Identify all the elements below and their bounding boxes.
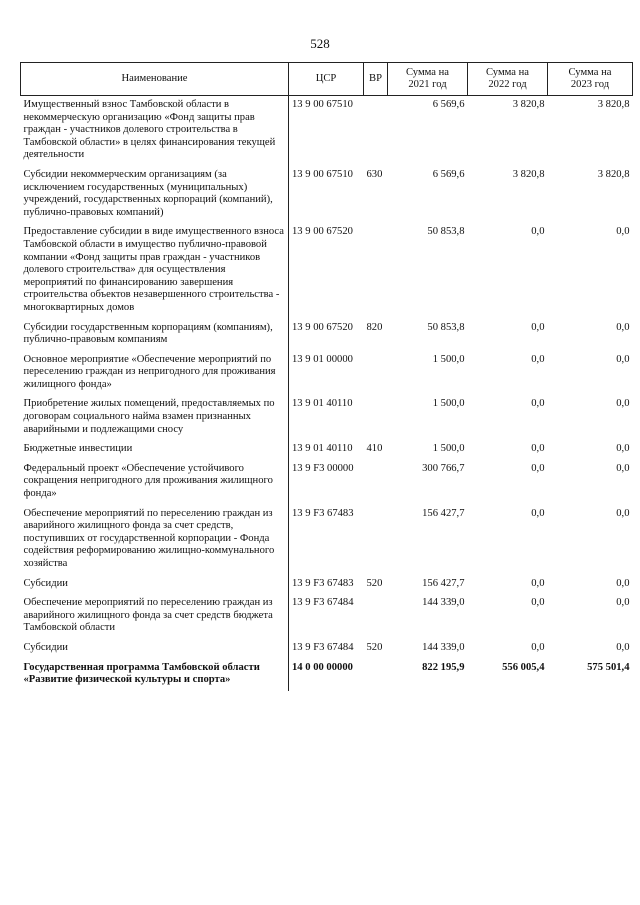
row-csr: 13 9 01 40110 — [292, 398, 353, 410]
row-name: Обеспечение мероприятий по переселению граждан из аварийного жилищного фонда за счет средств, поступивших от государственной корпорации - Фонда содействия реформированию жилищно-коммунального хозяйства — [21, 505, 289, 575]
row-csr: 13 9 F3 67484 — [292, 641, 354, 653]
row-sum-2022: 0,0 — [531, 462, 545, 474]
header-sum-2023-line2: 2023 год — [570, 79, 610, 90]
row-name: Имущественный взнос Тамбовской области в некоммерческую организацию «Фонд защиты прав граждан - участников долевого строительства в Тамбовской области» в целях финансирования текущей деятельности — [21, 96, 289, 166]
table-row — [21, 351, 633, 396]
row-sum-2021: 1 500,0 — [432, 353, 465, 365]
row-csr: 13 9 F3 67483 — [292, 507, 354, 519]
row-sum-2021: 1 500,0 — [432, 398, 465, 410]
header-sum-2023 — [548, 63, 633, 96]
table-row — [21, 505, 633, 575]
header-sum-2022-line2: 2022 год — [488, 79, 527, 90]
table-row-program — [21, 659, 633, 691]
row-sum-2021: 144 339,0 — [422, 597, 465, 609]
row-sum-2021: 822 195,9 — [422, 661, 465, 673]
table-row — [21, 96, 633, 166]
row-name: Приобретение жилых помещений, предоставляемых по договорам социального найма взамен признанных аварийными и подлежащими сносу — [21, 395, 289, 440]
row-csr: 13 9 F3 67483 — [292, 577, 354, 589]
row-sum-2022: 0,0 — [531, 398, 545, 410]
row-sum-2021: 156 427,7 — [422, 577, 465, 589]
row-vr — [364, 395, 388, 440]
table-row — [21, 594, 633, 639]
row-sum-2023: 0,0 — [616, 353, 630, 365]
row-name: Федеральный проект «Обеспечение устойчивого сокращения непригодного для проживания жилищного фонда» — [21, 460, 289, 505]
row-csr: 13 9 01 40110 — [292, 443, 353, 455]
row-sum-2023: 0,0 — [616, 597, 630, 609]
row-vr: 520 — [366, 641, 383, 653]
row-csr: 13 9 00 67520 — [292, 321, 353, 333]
header-sum-2021 — [388, 63, 468, 96]
row-name: Субсидии — [21, 575, 289, 595]
row-sum-2023: 0,0 — [616, 462, 630, 474]
page-number: 528 — [310, 36, 330, 51]
row-csr: 13 9 F3 67484 — [292, 597, 354, 609]
row-csr: 13 9 00 67510 — [292, 99, 353, 110]
row-sum-2022: 0,0 — [531, 321, 545, 333]
table-row — [21, 223, 633, 318]
row-csr: 13 9 00 67510 — [292, 168, 353, 180]
row-sum-2023: 0,0 — [616, 321, 630, 333]
row-vr — [364, 659, 388, 691]
row-sum-2021: 50 853,8 — [427, 321, 465, 333]
table-row — [21, 575, 633, 595]
row-sum-2023: 0,0 — [616, 577, 630, 589]
row-vr: 820 — [366, 321, 383, 333]
row-sum-2021: 6 569,6 — [432, 168, 465, 180]
row-sum-2023: 0,0 — [616, 507, 630, 519]
row-sum-2022: 556 005,4 — [502, 661, 545, 673]
row-sum-2022: 0,0 — [531, 353, 545, 365]
row-name: Основное мероприятие «Обеспечение мероприятий по переселению граждан из непригодного для проживания жилищного фонда» — [21, 351, 289, 396]
row-vr — [364, 351, 388, 396]
row-name: Обеспечение мероприятий по переселению граждан из аварийного жилищного фонда за счет средств бюджета Тамбовской области — [21, 594, 289, 639]
table-header-row — [21, 63, 633, 96]
row-sum-2023: 0,0 — [616, 398, 630, 410]
row-csr: 13 9 01 00000 — [292, 353, 353, 365]
row-sum-2022: 0,0 — [531, 443, 545, 455]
header-sum-2023-line1: Сумма на — [568, 67, 612, 78]
row-sum-2023: 0,0 — [616, 641, 630, 653]
row-name: Предоставление субсидии в виде имущественного взноса Тамбовской области в имущество публично-правовой компании «Фонд защиты прав граждан - участников долевого строительства» для осуществления мероприятий по финансированию завершения строительства объектов незавершенного строительства - многоквартирных домов — [21, 223, 289, 318]
table-row — [21, 395, 633, 440]
table-row — [21, 440, 633, 460]
table-row — [21, 460, 633, 505]
table-row — [21, 319, 633, 351]
row-sum-2021: 1 500,0 — [432, 443, 465, 455]
row-vr: 410 — [366, 443, 383, 455]
row-sum-2022: 0,0 — [531, 641, 545, 653]
row-csr: 13 9 00 67520 — [292, 226, 353, 238]
row-sum-2023: 3 820,8 — [597, 99, 630, 110]
header-sum-2022 — [468, 63, 548, 96]
row-name: Государственная программа Тамбовской области «Развитие физической культуры и спорта» — [21, 659, 289, 691]
row-vr — [364, 96, 388, 166]
header-sum-2022-line1: Сумма на — [485, 67, 530, 78]
row-sum-2022: 0,0 — [531, 577, 545, 589]
row-sum-2021: 300 766,7 — [422, 462, 465, 474]
row-sum-2023: 0,0 — [616, 226, 630, 238]
row-sum-2021: 156 427,7 — [422, 507, 465, 519]
row-vr: 630 — [366, 168, 383, 180]
row-sum-2022: 3 820,8 — [512, 168, 545, 180]
row-vr — [364, 460, 388, 505]
header-sum-2021-line1: Сумма на — [405, 67, 450, 78]
row-name: Бюджетные инвестиции — [21, 440, 289, 460]
row-vr — [364, 505, 388, 575]
row-sum-2022: 0,0 — [531, 597, 545, 609]
header-name: Наименование — [21, 63, 289, 96]
row-sum-2023: 575 501,4 — [587, 661, 630, 673]
row-sum-2021: 50 853,8 — [427, 226, 465, 238]
row-sum-2022: 3 820,8 — [512, 99, 545, 110]
row-name: Субсидии государственным корпорациям (компаниям), публично-правовым компаниям — [21, 319, 289, 351]
row-vr — [364, 594, 388, 639]
row-vr: 520 — [366, 577, 383, 589]
row-vr — [364, 223, 388, 318]
row-sum-2022: 0,0 — [531, 226, 545, 238]
budget-table — [20, 62, 633, 691]
header-sum-2021-line2: 2021 год — [408, 79, 447, 90]
row-csr: 14 0 00 00000 — [292, 661, 353, 673]
row-sum-2021: 144 339,0 — [422, 641, 465, 653]
row-sum-2022: 0,0 — [531, 507, 545, 519]
table-row — [21, 166, 633, 223]
row-name: Субсидии — [21, 639, 289, 659]
row-csr: 13 9 F3 00000 — [292, 462, 354, 474]
row-sum-2023: 0,0 — [616, 443, 630, 455]
table-row — [21, 639, 633, 659]
header-csr: ЦСР — [289, 63, 364, 96]
row-sum-2021: 6 569,6 — [432, 99, 465, 110]
row-sum-2023: 3 820,8 — [597, 168, 630, 180]
row-name: Субсидии некоммерческим организациям (за исключением государственных (муниципальных) учреждений, государственных корпораций (компаний), публично-правовых компаний) — [21, 166, 289, 223]
header-vr: ВР — [364, 63, 388, 96]
